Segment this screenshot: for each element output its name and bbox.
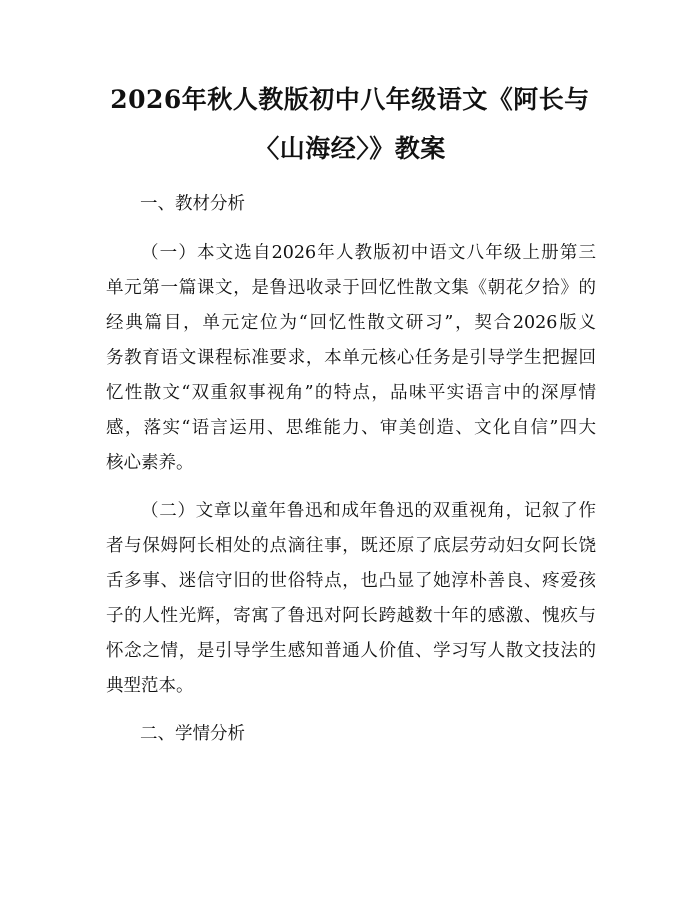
paragraph-2-line-2: 者与保姆阿长相处的点滴往事，既还原了底层劳动妇女阿长饶 — [106, 536, 596, 556]
document-title-line-1: 2026年秋人教版初中八年级语文《阿长与 — [110, 85, 590, 114]
paragraph-2-line-5: 怀念之情，是引导学生感知普通人价值、学习写人散文技法的 — [106, 641, 596, 661]
paragraph-1-line-4: 务教育语文课程标准要求，本单元核心任务是引导学生把握回 — [106, 348, 596, 368]
paragraph-1-line-5: 忆性散文“双重叙事视角”的特点，品味平实语言中的深厚情 — [106, 383, 596, 403]
paragraph-1-line-3: 经典篇目，单元定位为“回忆性散文研习”，契合2026版义 — [106, 313, 596, 333]
document-title-line-2: 〈山海经〉》教案 — [254, 134, 446, 163]
paragraph-1-line-1: （一）本文选自2026年人教版初中语文八年级上册第三 — [141, 243, 596, 263]
section-heading-textbook-analysis: 一、教材分析 — [140, 194, 245, 214]
paragraph-1-line-7: 核心素养。 — [106, 453, 194, 473]
paragraph-2-line-3: 舌多事、迷信守旧的世俗特点，也凸显了她淳朴善良、疼爱孩 — [106, 571, 596, 591]
paragraph-2-line-4: 子的人性光辉，寄寓了鲁迅对阿长跨越数十年的感激、愧疚与 — [106, 606, 596, 626]
section-heading-learner-analysis: 二、学情分析 — [140, 724, 245, 744]
paragraph-1-line-6: 感，落实“语言运用、思维能力、审美创造、文化自信”四大 — [106, 418, 596, 438]
paragraph-2-line-1: （二）文章以童年鲁迅和成年鲁迅的双重视角，记叙了作 — [141, 501, 596, 521]
paragraph-1-line-2: 单元第一篇课文，是鲁迅收录于回忆性散文集《朝花夕拾》的 — [106, 278, 596, 298]
paragraph-2-line-6: 典型范本。 — [106, 676, 194, 696]
